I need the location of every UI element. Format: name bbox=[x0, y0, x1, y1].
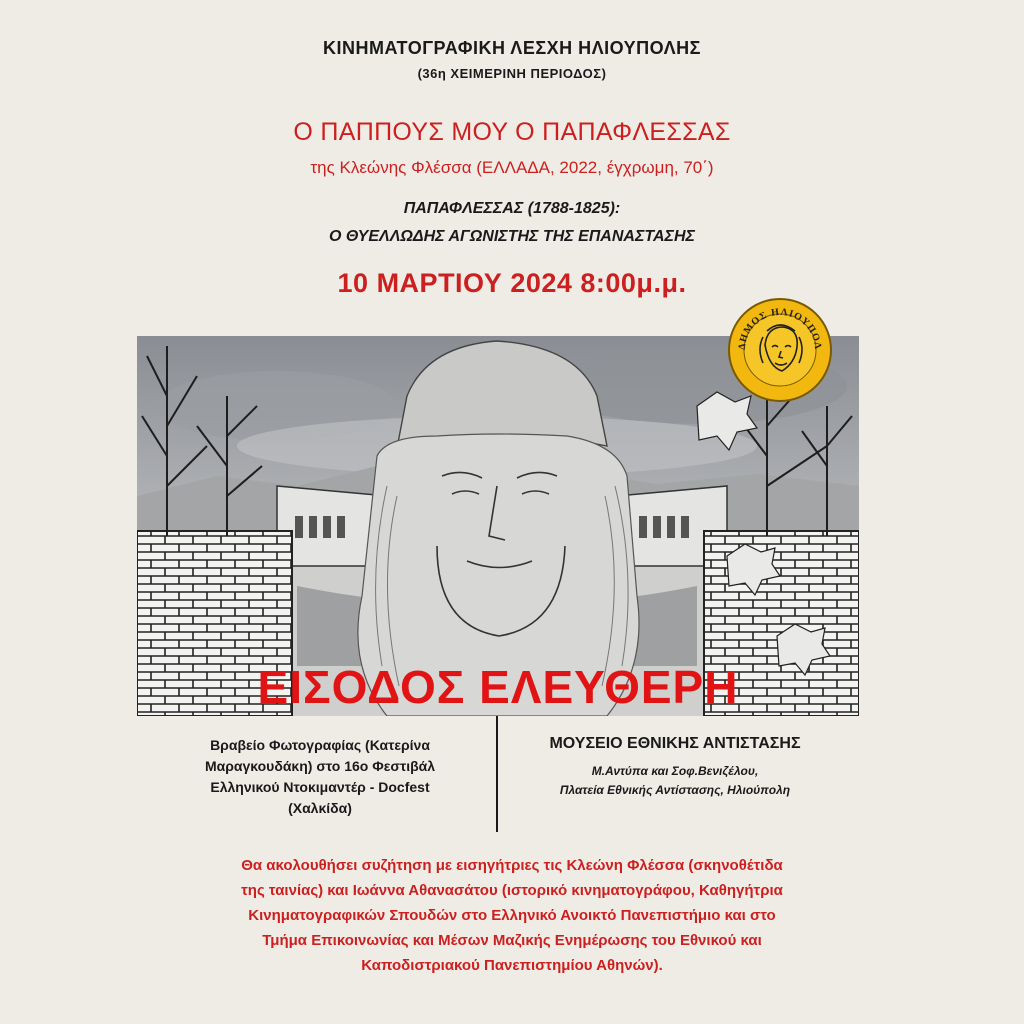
award-line: (Χαλκίδα) bbox=[288, 800, 352, 816]
film-tagline-2: Ο ΘΥΕΛΛΩΔΗΣ ΑΓΩΝΙΣΤΗΣ ΤΗΣ ΕΠΑΝΑΣΤΑΣΗΣ bbox=[328, 228, 695, 245]
seal-text: ΔΗΜΟΣ ΗΛΙΟΥΠΟΛ bbox=[736, 306, 824, 351]
award-info bbox=[150, 735, 490, 819]
event-datetime: 10 ΜΑΡΤΙΟΥ 2024 8:00μ.μ. bbox=[337, 268, 687, 298]
season-label: (36η ΧΕΙΜΕΡΙΝΗ ΠΕΡΙΟΔΟΣ) bbox=[417, 66, 607, 81]
municipal-seal-icon bbox=[727, 297, 833, 403]
discussion-line: Θα ακολουθήσει συζήτηση με εισηγήτριες τις Κλεώνη Φλέσσα (σκηνοθέτιδα bbox=[241, 857, 783, 874]
venue-address-line: Μ.Αντύπα και Σοφ.Βενιζέλου, bbox=[591, 764, 759, 778]
club-name: ΚΙΝΗΜΑΤΟΓΡΑΦΙΚΗ ΛΕΣΧΗ ΗΛΙΟΥΠΟΛΗΣ bbox=[323, 38, 701, 58]
award-line: Ελληνικού Ντοκιμαντέρ - Docfest bbox=[210, 779, 430, 795]
venue-address bbox=[505, 762, 845, 800]
film-title: Ο ΠΑΠΠΟΥΣ ΜΟΥ Ο ΠΑΠΑΦΛΕΣΣΑΣ bbox=[293, 118, 731, 146]
free-entry-banner: ΕΙΣΟΔΟΣ ΕΛΕΥΘΕΡΗ bbox=[257, 661, 739, 713]
discussion-line: της ταινίας) και Ιωάννα Αθανασάτου (ιστορικό κινηματογράφου, Καθηγήτρια bbox=[241, 882, 783, 899]
film-tagline-1: ΠΑΠΑΦΛΕΣΣΑΣ (1788-1825): bbox=[403, 200, 621, 217]
column-divider bbox=[496, 716, 498, 832]
discussion-line: Καποδιστριακού Πανεπιστημίου Αθηνών). bbox=[361, 957, 663, 974]
venue-address-line: Πλατεία Εθνικής Αντίστασης, Ηλιούπολη bbox=[559, 783, 791, 797]
venue-name: ΜΟΥΣΕΙΟ ΕΘΝΙΚΗΣ ΑΝΤΙΣΤΑΣΗΣ bbox=[549, 735, 801, 752]
award-line: Μαραγκουδάκη) στο 16ο Φεστιβάλ bbox=[204, 758, 436, 774]
award-line: Βραβείο Φωτογραφίας (Κατερίνα bbox=[210, 737, 430, 753]
discussion-line: Τμήμα Επικοινωνίας και Μέσων Μαζικής Ενημέρωσης του Εθνικού και bbox=[262, 932, 762, 949]
discussion-line: Κινηματογραφικών Σπουδών στο Ελληνικό Ανοικτό Πανεπιστήμιο και στο bbox=[248, 907, 776, 924]
film-credits: της Κλεώνης Φλέσσα (ΕΛΛΑΔΑ, 2022, έγχρωμη, 70΄) bbox=[310, 158, 714, 177]
discussion-info bbox=[130, 853, 894, 978]
